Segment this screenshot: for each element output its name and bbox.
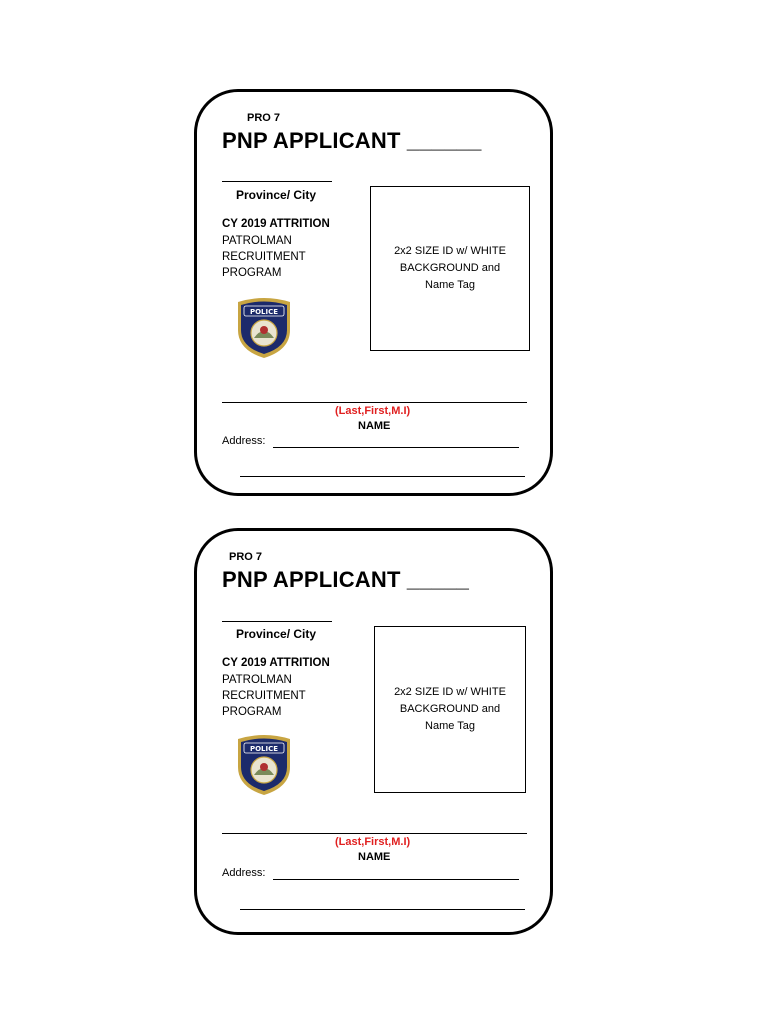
name-line (222, 402, 527, 403)
name-hint: (Last,First,M.I) (335, 405, 411, 417)
program-text (222, 672, 306, 720)
police-badge-logo (232, 733, 296, 797)
photo-text-3: Name Tag (425, 279, 475, 291)
photo-text-1: 2x2 SIZE ID w/ WHITE (394, 686, 506, 698)
province-line (222, 621, 332, 622)
program-line-1: PATROLMAN (222, 235, 292, 247)
name-label: NAME (358, 851, 391, 863)
photo-text-1: 2x2 SIZE ID w/ WHITE (394, 245, 506, 257)
photo-text-3: Name Tag (425, 720, 475, 732)
program-line-1: PATROLMAN (222, 674, 292, 686)
photo-instructions (385, 243, 515, 294)
program-line-3: PROGRAM (222, 706, 282, 718)
name-label: NAME (358, 420, 391, 432)
photo-text-2: BACKGROUND and (399, 262, 501, 274)
pro-label: PRO 7 (247, 112, 281, 124)
province-line (222, 181, 332, 182)
program-text (222, 233, 306, 281)
address-line-2 (240, 909, 525, 910)
photo-instructions (385, 684, 515, 735)
police-badge-logo (232, 296, 296, 360)
cy-attrition-label: CY 2019 ATTRITION (222, 218, 330, 230)
card-title: PNP APPLICANT _____ (222, 567, 470, 592)
badge-text: POLICE (249, 745, 279, 753)
address-label: Address: (222, 435, 266, 447)
address-label: Address: (222, 867, 266, 879)
address-line-1 (273, 447, 519, 448)
applicant-card-1 (194, 89, 553, 496)
address-line-1 (273, 879, 519, 880)
photo-placeholder (370, 186, 530, 351)
name-hint: (Last,First,M.I) (335, 836, 411, 848)
program-line-2: RECRUITMENT (222, 690, 306, 702)
program-line-2: RECRUITMENT (222, 251, 306, 263)
address-line-2 (240, 476, 525, 477)
program-line-3: PROGRAM (222, 267, 282, 279)
province-label: Province/ City (236, 188, 317, 202)
badge-text: POLICE (249, 308, 279, 316)
pro-label: PRO 7 (229, 551, 263, 563)
card-title: PNP APPLICANT ______ (222, 128, 482, 153)
photo-placeholder (374, 626, 526, 793)
cy-attrition-label: CY 2019 ATTRITION (222, 657, 330, 669)
applicant-card-2 (194, 528, 553, 935)
photo-text-2: BACKGROUND and (399, 703, 501, 715)
name-line (222, 833, 527, 834)
province-label: Province/ City (236, 627, 317, 641)
